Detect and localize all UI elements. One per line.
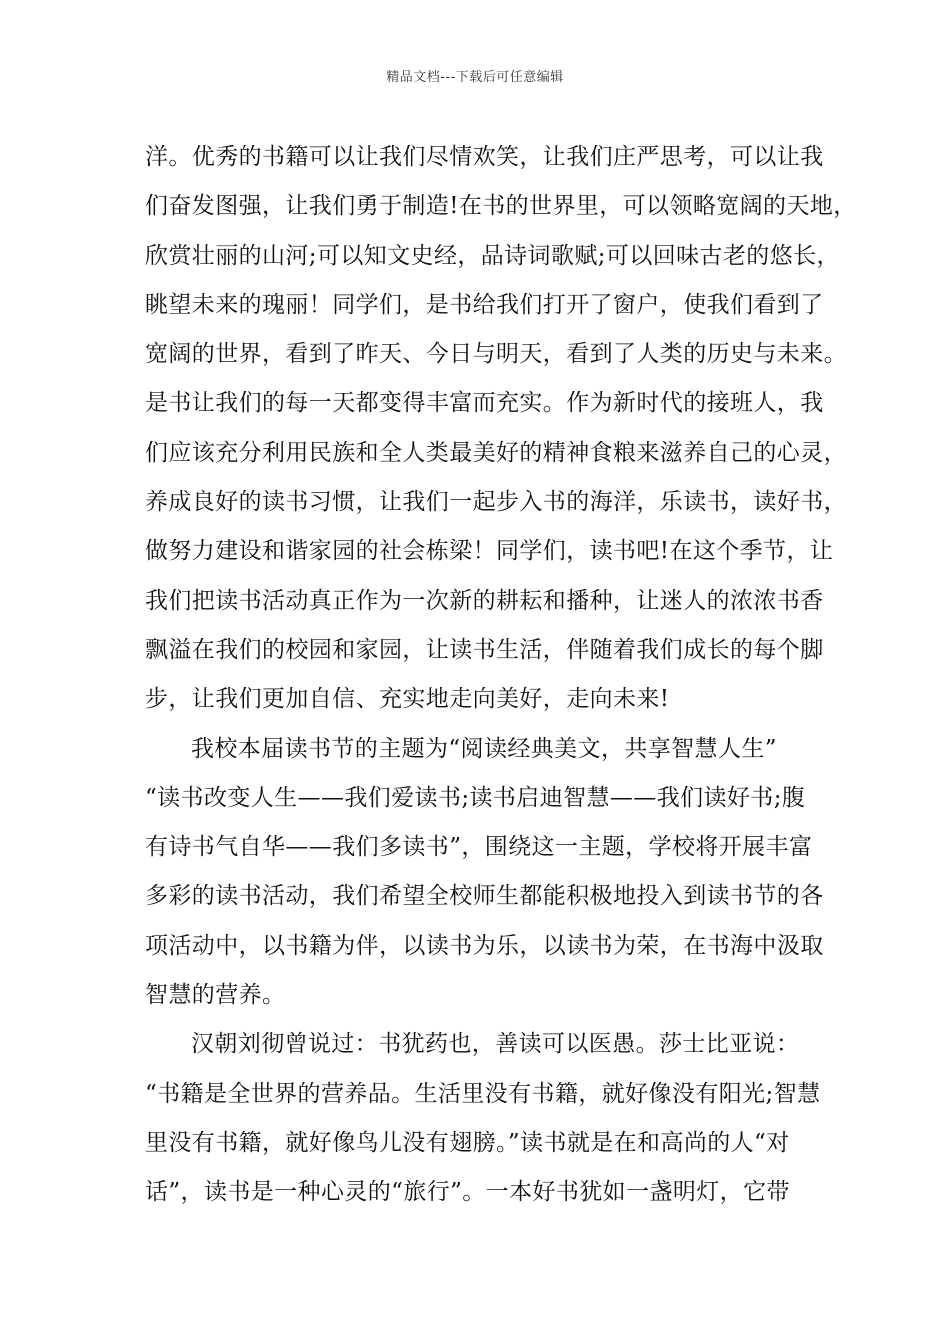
body-line: 做努力建设和谐家园的社会栋梁！同学们，读书吧!在这个季节，让 xyxy=(145,538,834,565)
body-line: 智慧的营养。 xyxy=(145,982,286,1009)
body-line: 飘溢在我们的校园和家园，让读书生活，伴随着我们成长的每个脚 xyxy=(145,636,824,663)
body-line: 们应该充分利用民族和全人类最美好的精神食粮来滋养自己的心灵， xyxy=(145,439,847,466)
body-line: 们奋发图强，让我们勇于制造!在书的世界里，可以领略宽阔的天地， xyxy=(145,193,857,220)
document-body xyxy=(145,133,857,1218)
body-line: 多彩的读书活动，我们希望全校师生都能积极地投入到读书节的各 xyxy=(145,883,824,910)
body-line: 我们把读书活动真正作为一次新的耕耘和播种，让迷人的浓浓书香 xyxy=(145,587,824,614)
body-line: “书籍是全世界的营养品。生活里没有书籍，就好像没有阳光;智慧 xyxy=(145,1080,821,1107)
body-line: 洋。优秀的书籍可以让我们尽情欢笑，让我们庄严思考，可以让我 xyxy=(145,144,824,170)
body-line: 欣赏壮丽的山河;可以知文史经，品诗词歌赋;可以回味古老的悠长， xyxy=(145,242,840,269)
page-header: 精品文档---下载后可任意编辑 xyxy=(386,70,564,85)
paragraph-first-line: 汉朝刘彻曾说过：书犹药也，善读可以医愚。莎士比亚说： xyxy=(191,1031,800,1058)
body-line: 宽阔的世界，看到了昨天、今日与明天，看到了人类的历史与未来。 xyxy=(145,341,847,368)
body-line: 是书让我们的每一天都变得丰富而充实。作为新时代的接班人，我 xyxy=(145,390,824,417)
body-line: “读书改变人生——我们爱读书;读书启迪智慧——我们读好书;腹 xyxy=(145,784,806,811)
body-line: 眺望未来的瑰丽！同学们，是书给我们打开了窗户，使我们看到了 xyxy=(145,291,824,318)
body-line: 有诗书气自华——我们多读书”，围绕这一主题，学校将开展丰富 xyxy=(145,834,813,861)
body-line: 话”，读书是一种心灵的“旅行”。一本好书犹如一盏明灯，它带 xyxy=(145,1179,790,1206)
body-line: 项活动中，以书籍为伴，以读书为乐，以读书为荣，在书海中汲取 xyxy=(145,932,824,959)
paragraph-first-line: 我校本届读书节的主题为“阅读经典美文，共享智慧人生” xyxy=(191,735,777,762)
body-line: 里没有书籍，就好像鸟儿没有翅膀。”读书就是在和高尚的人“对 xyxy=(145,1129,790,1156)
body-line: 步，让我们更加自信、充实地走向美好，走向未来! xyxy=(145,686,670,713)
body-line: 养成良好的读书习惯，让我们一起步入书的海洋，乐读书，读好书， xyxy=(145,489,847,516)
